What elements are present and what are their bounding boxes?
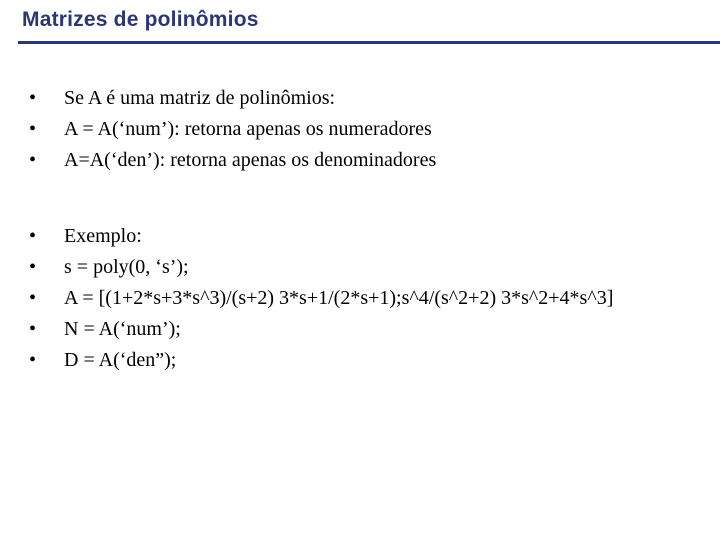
bullet-text: Exemplo: (64, 225, 142, 247)
bullet-icon: • (29, 118, 37, 140)
bullet-text: A = A(‘num’): retorna apenas os numeradores (64, 118, 432, 140)
bullet-icon: • (29, 256, 37, 278)
bullet-icon: • (29, 349, 37, 371)
bullet-text: A=A(‘den’): retorna apenas os denominadores (64, 149, 437, 171)
bullet-text: D = A(‘den”); (64, 349, 177, 371)
bullet-list-example (0, 221, 684, 376)
bullet-text: N = A(‘num’); (64, 318, 181, 340)
bullet-icon: • (29, 287, 37, 309)
title-divider (18, 41, 720, 44)
bullet-item (0, 345, 684, 376)
bullet-icon: • (29, 87, 37, 109)
bullet-icon: • (29, 318, 37, 340)
bullet-icon: • (29, 225, 37, 247)
bullet-item (0, 283, 684, 314)
bullet-list-definition (0, 83, 684, 176)
bullet-text: A = [(1+2*s+3*s^3)/(s+2) 3*s+1/(2*s+1);s^4/(s^2+2) 3*s^2+4*s^3] (64, 287, 614, 309)
bullet-item (0, 314, 684, 345)
slide-title: Matrizes de polinômios (22, 8, 259, 31)
bullet-text: Se A é uma matriz de polinômios: (64, 87, 336, 109)
bullet-text: s = poly(0, ‘s’); (64, 256, 189, 278)
bullet-item (0, 145, 684, 176)
bullet-icon: • (29, 149, 37, 171)
bullet-item (0, 221, 684, 252)
bullet-item (0, 114, 684, 145)
bullet-item (0, 252, 684, 283)
bullet-item (0, 83, 684, 114)
